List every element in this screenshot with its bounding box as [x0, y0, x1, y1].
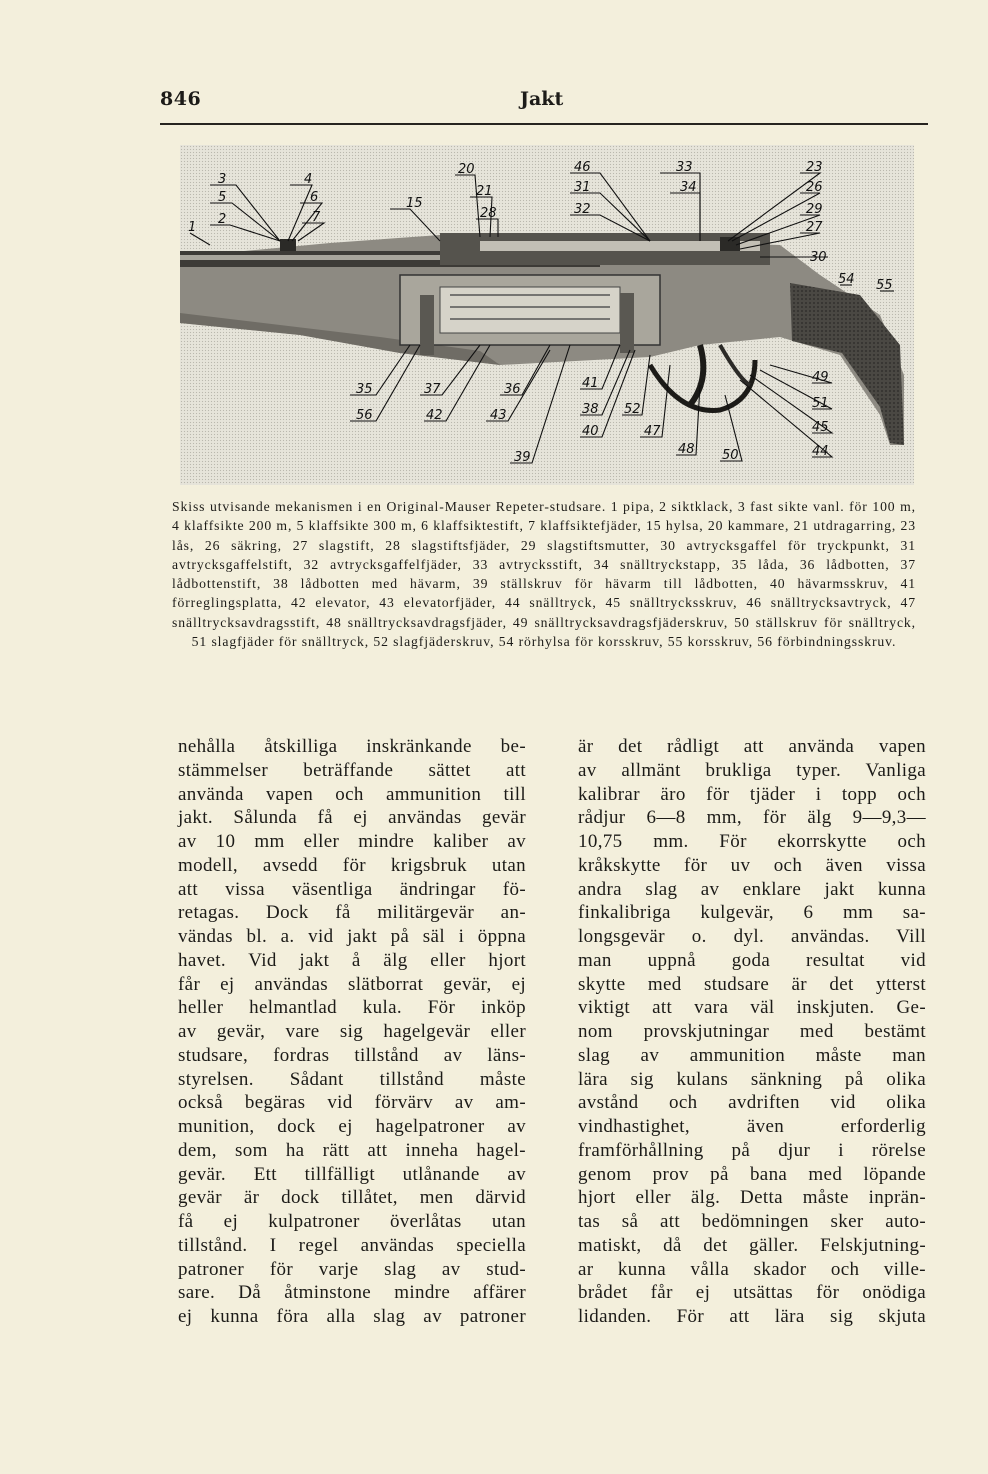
callout-4: 4	[304, 172, 313, 187]
callout-47: 47	[644, 424, 661, 439]
body-text-left: nehålla åtskilliga inskränkande be- stämmelser beträffande sättet att använda vapen och ammunition till jakt. Sålunda få ej användas gevär av 10 mm eller mindre kaliber av modell, avsedd för krigsbruk utan att vissa väsentliga ändringar fö- retagas. Dock få militärgevär an- vändas bl. a. vid jakt på säl i öppna havet. Vid jakt å älg eller hjort får ej användas slätborrat gevär, ej heller helmantlad kula. För inköp av gevär, vare sig hagelgevär eller studsare, fordras tillstånd av läns- styrelsen. Sådant tillstånd måste också begäras vid förvärv av am- munition, dock ej hagelpatroner av dem, som ha rätt att inneha hagel- gevär. Ett tillfälligt utlånande av gevär är dock tillåtet, men därvid få ej kulpatroner överlåtas utan tillstånd. I regel användas speciella patroner för varje slag av stud- sare. Då åtminstone mindre affärer ej kunna föra alla slag av patroner	[178, 736, 526, 1327]
callout-34: 34	[680, 180, 697, 195]
callout-20: 20	[458, 162, 475, 177]
rifle-mechanism-figure	[180, 145, 914, 485]
callout-48: 48	[678, 442, 695, 457]
callout-26: 26	[806, 180, 823, 195]
callout-36: 36	[504, 382, 521, 397]
header-rule	[160, 123, 928, 125]
callout-51: 51	[812, 396, 829, 411]
callout-50: 50	[722, 448, 739, 463]
callout-54: 54	[838, 272, 855, 287]
callout-43: 43	[490, 408, 507, 423]
body-column-left	[178, 735, 526, 1329]
callout-42: 42	[426, 408, 443, 423]
callout-56: 56	[356, 408, 373, 423]
callout-2: 2	[218, 212, 227, 227]
callout-21: 21	[476, 184, 493, 199]
page-number: 846	[160, 88, 202, 110]
callout-27: 27	[806, 220, 823, 235]
body-text-right: är det rådligt att använda vapen av allmänt brukliga typer. Vanliga kalibrar äro för tjäder i topp och rådjur 6—8 mm, för älg 9—9,3— 10,75 mm. För ekorrskytte och kråkskytte för uv och även vissa andra slag av enklare jakt kunna finkalibriga kulgevär, 6 mm sa- longsgevär o. dyl. användas. Vill man uppnå goda resultat vid skytte med studsare är det ytterst viktigt att vara väl inskjuten. Ge- nom provskjutningar med bestämt slag av ammunition måste man lära sig kulans sänkning på olika avstånd och avdriften vid olika vindhastighet, även erforderlig framförhållning på djur i rörelse genom prov på bana med löpande hjort eller älg. Detta måste inprän- tas så att bedömningen sker auto- matiskt, då det gäller. Felskjutning- ar kunna vålla skador och ville- brådet får ej utsättas för onödiga lidanden. För att lära sig skjuta	[578, 736, 926, 1327]
callout-5: 5	[218, 190, 227, 205]
callout-52: 52	[624, 402, 641, 417]
callout-3: 3	[218, 172, 227, 187]
callout-46: 46	[574, 160, 591, 175]
callout-41: 41	[582, 376, 599, 391]
callout-23: 23	[806, 160, 823, 175]
callout-40: 40	[582, 424, 599, 439]
body-column-right	[578, 735, 926, 1329]
callout-29: 29	[806, 202, 823, 217]
callout-44: 44	[812, 444, 829, 459]
callout-1: 1	[188, 220, 197, 235]
callout-6: 6	[310, 190, 319, 205]
callout-30: 30	[810, 250, 827, 265]
callout-15: 15	[406, 196, 423, 211]
running-head: Jakt	[520, 88, 564, 110]
callout-45: 45	[812, 420, 829, 435]
callout-39: 39	[514, 450, 531, 465]
callout-7: 7	[312, 210, 321, 225]
callout-33: 33	[676, 160, 693, 175]
callout-35: 35	[356, 382, 373, 397]
callout-37: 37	[424, 382, 441, 397]
callout-55: 55	[876, 278, 893, 293]
callout-32: 32	[574, 202, 591, 217]
callout-31: 31	[574, 180, 591, 195]
callout-38: 38	[582, 402, 599, 417]
callout-28: 28	[480, 206, 497, 221]
rifle-cutaway-illustration	[180, 145, 914, 485]
figure-caption: Skiss utvisande mekanismen i en Original-Mauser Repeter-studsare. 1 pipa, 2 siktklack, 3 fast sikte vanl. för 100 m, 4 klaffsikte 200 m, 5 klaffsikte 300 m, 6 klaffsiktestift, 7 klaffsiktefjäder, 15 hylsa, 20 kammare, 21 utdragarring, 23 lås, 26 säkring, 27 slagstift, 28 slagstiftsfjäder, 29 slagstiftsmutter, 30 avtrycksgaffel för tryckpunkt, 31 avtrycksgaffelstift, 32 avtrycksgaffelfjäder, 33 avtrycksstift, 34 snälltryckstapp, 35 låda, 36 lådbotten, 37 lådbottenstift, 38 lådbotten med hävarm, 39 ställskruv för hävarm till lådbotten, 40 hävarmsskruv, 41 förreglingsplatta, 42 elevator, 43 elevatorfjäder, 44 snälltryck, 45 snälltrycksskruv, 46 snälltrycksavtryck, 47 snälltrycksavdragsstift, 48 snälltrycksavdragsfjäder, 49 snälltrycksavdragsfjäderskruv, 50 ställskruv för snälltryck, 51 slagfjäder för snälltryck, 52 slagfjäderskruv, 54 rörhylsa för korsskruv, 55 korsskruv, 56 förbindningsskruv.	[172, 499, 916, 650]
callout-49: 49	[812, 370, 829, 385]
